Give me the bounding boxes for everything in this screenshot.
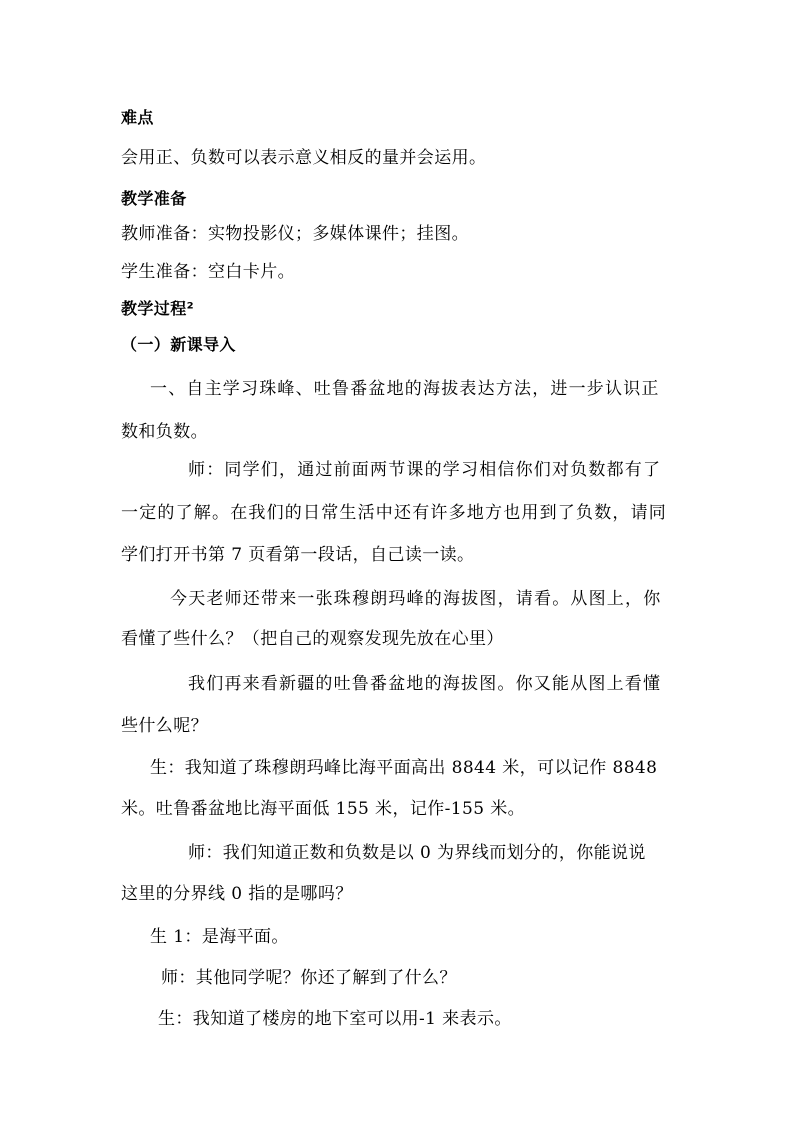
paragraph-5-line-1: 生：我知道了珠穆朗玛峰比海平面高出 8844 米，可以记作 8848 [150,758,658,778]
paragraph-2-line-2: 一定的了解。在我们的日常生活中还有许多地方也用到了负数，请同 [121,503,667,523]
paragraph-7: 生 1：是海平面。 [150,927,289,947]
paragraph-1-line-1: 一、自主学习珠峰、吐鲁番盆地的海拔表达方法，进一步认识正 [150,379,660,399]
paragraph-2-line-1: 师：同学们，通过前面两节课的学习相信你们对负数都有了 [188,460,662,480]
paragraph-2-line-3: 学们打开书第 7 页看第一段话，自己读一读。 [121,545,475,565]
subheading-intro: （一）新课导入 [121,335,236,354]
paragraph-8: 师：其他同学呢？你还了解到了什么？ [161,968,457,988]
paragraph-4-line-1: 我们再来看新疆的吐鲁番盆地的海拔图。你又能从图上看懂 [188,674,662,694]
paragraph-3-line-2: 看懂了些什么？（把自己的观察发现先放在心里） [121,629,504,649]
paragraph-6-line-2: 这里的分界线 0 指的是哪吗？ [121,884,353,904]
paragraph-1-line-2: 数和负数。 [121,422,208,442]
paragraph-3-line-1: 今天老师还带来一张珠穆朗玛峰的海拔图，请看。从图上，你 [170,589,662,609]
paragraph-4-line-2: 些什么呢？ [121,716,208,736]
paragraph-6-line-1: 师：我们知道正数和负数是以 0 为界线而划分的，你能说说 [188,843,646,863]
heading-preparation: 教学准备 [121,189,187,208]
paragraph-difficulty: 会用正、负数可以表示意义相反的量并会运用。 [121,148,487,168]
heading-difficulty: 难点 [121,108,154,127]
paragraph-student-prep: 学生准备：空白卡片。 [121,262,295,282]
paragraph-9: 生：我知道了楼房的地下室可以用-1 来表示。 [158,1009,512,1029]
heading-process: 教学过程² [121,299,195,318]
paragraph-5-line-2: 米。吐鲁番盆地比海平面低 155 米，记作-155 米。 [121,799,526,819]
paragraph-teacher-prep: 教师准备：实物投影仪；多媒体课件；挂图。 [121,224,469,244]
